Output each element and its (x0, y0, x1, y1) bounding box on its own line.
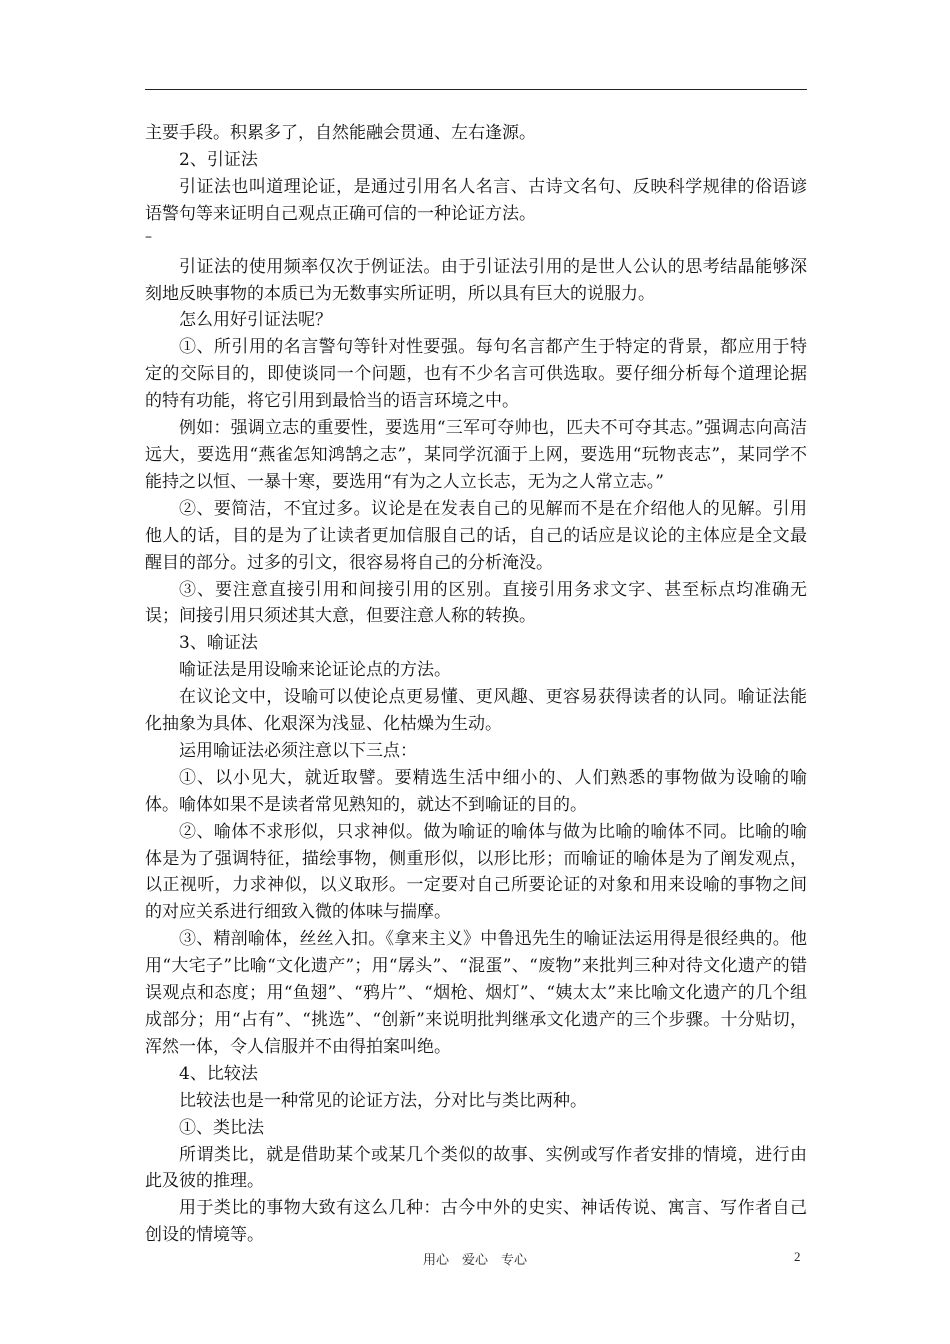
section-heading: 2、引证法 (179, 149, 258, 170)
paragraph: 在议论文中，设喻可以使论点更易懂、更风趣、更容易获得读者的认同。喻证法能化抽象为具体、化艰深为浅显、化枯燥为生动。 (145, 687, 807, 735)
paragraph: ②、喻体不求形似，只求神似。做为喻证的喻体与做为比喻的喻体不同。比喻的喻体是为了强调特征，描绘事物，侧重形似，以形比形；而喻证的喻体是为了阐发观点，以正视听，力求神似，以义取形。一定要对自己所要论证的对象和用来设喻的事物之间的对应关系进行细致入微的体味与揣摩。 (145, 821, 807, 923)
paragraph: ③、要注意直接引用和间接引用的区别。直接引用务求文字、甚至标点均准确无误；间接引用只须述其大意，但要注意人称的转换。 (145, 579, 807, 627)
paragraph: 主要手段。积累多了，自然能融会贯通、左右逢源。 (145, 123, 536, 143)
paragraph: 例如：强调立志的重要性，要选用“三军可夺帅也，匹夫不可夺其志。”强调志向高洁远大，要选用“燕雀怎知鸿鹄之志”，某同学沉湎于上网，要选用“玩物丧志”，某同学不能持之以恒、一暴十寒，要选用“有为之人立长志，无为之人常立志。” (145, 418, 807, 492)
subsection-heading: ①、类比法 (179, 1117, 264, 1138)
paragraph: ①、所引用的名言警句等针对性要强。每句名言都产生于特定的背景，都应用于特定的交际目的，即使谈同一个问题，也有不少名言可供选取。要仔细分析每个道理论据的特有功能，将它引用到最恰当的语言环境之中。 (145, 337, 807, 412)
paragraph: 喻证法是用设喻来论证论点的方法。 (179, 660, 451, 681)
paragraph: ①、以小见大，就近取譬。要精选生活中细小的、人们熟悉的事物做为设喻的喻体。喻体如果不是读者常见熟知的，就达不到喻证的目的。 (145, 767, 807, 815)
paragraph: 引证法的使用频率仅次于例证法。由于引证法引用的是世人公认的思考结晶能够深刻地反映事物的本质已为无数事实所证明，所以具有巨大的说服力。 (145, 256, 807, 304)
paragraph: 用于类比的事物大致有这么几种：古今中外的史实、神话传说、寓言、写作者自己创设的情境等。 (145, 1198, 807, 1246)
section-heading: 3、喻证法 (179, 633, 258, 654)
page-number: 2 (794, 1249, 801, 1264)
paragraph: ②、要简洁，不宜过多。议论是在发表自己的见解而不是在介绍他人的见解。引用他人的话，目的是为了让读者更加信服自己的话，自己的话应是议论的主体应是全文最醒目的部分。过多的引文，很容易将自己的分析淹没。 (145, 498, 807, 573)
footer-slogan: 用心 爱心 专心 (422, 1253, 527, 1268)
paragraph: 所谓类比，就是借助某个或某几个类似的故事、实例或写作者安排的情境，进行由此及彼的推理。 (145, 1144, 807, 1192)
paragraph: 引证法也叫道理论证，是通过引用名人名言、古诗文名句、反映科学规律的俗语谚语警句等来证明自己观点正确可信的一种论证方法。 (145, 176, 807, 224)
paragraph: 怎么用好引证法呢？ (179, 310, 332, 331)
paragraph: 比较法也是一种常见的论证方法，分对比与类比两种。 (179, 1090, 587, 1111)
document-body (145, 120, 807, 1249)
paragraph: ③、精剖喻体，丝丝入扣。《拿来主义》中鲁迅先生的喻证法运用得是很经典的。他用“大宅子”比喻“文化遗产”；用“孱头”、“混蛋”、“废物”来批判三种对待文化遗产的错误观点和态度；用“鱼翅”、“鸦片”、“烟枪、烟灯”、“姨太太”来比喻文化遗产的几个组成部分；用“占有”、“挑选”、“创新”来说明批判继承文化遗产的三个步骤。十分贴切，浑然一体，令人信服并不由得拍案叫绝。 (145, 929, 807, 1057)
paragraph: 运用喻证法必须注意以下三点： (179, 740, 417, 761)
section-heading: 4、比较法 (179, 1063, 258, 1084)
stray-dash: – (145, 228, 152, 245)
header-rule (145, 89, 807, 90)
